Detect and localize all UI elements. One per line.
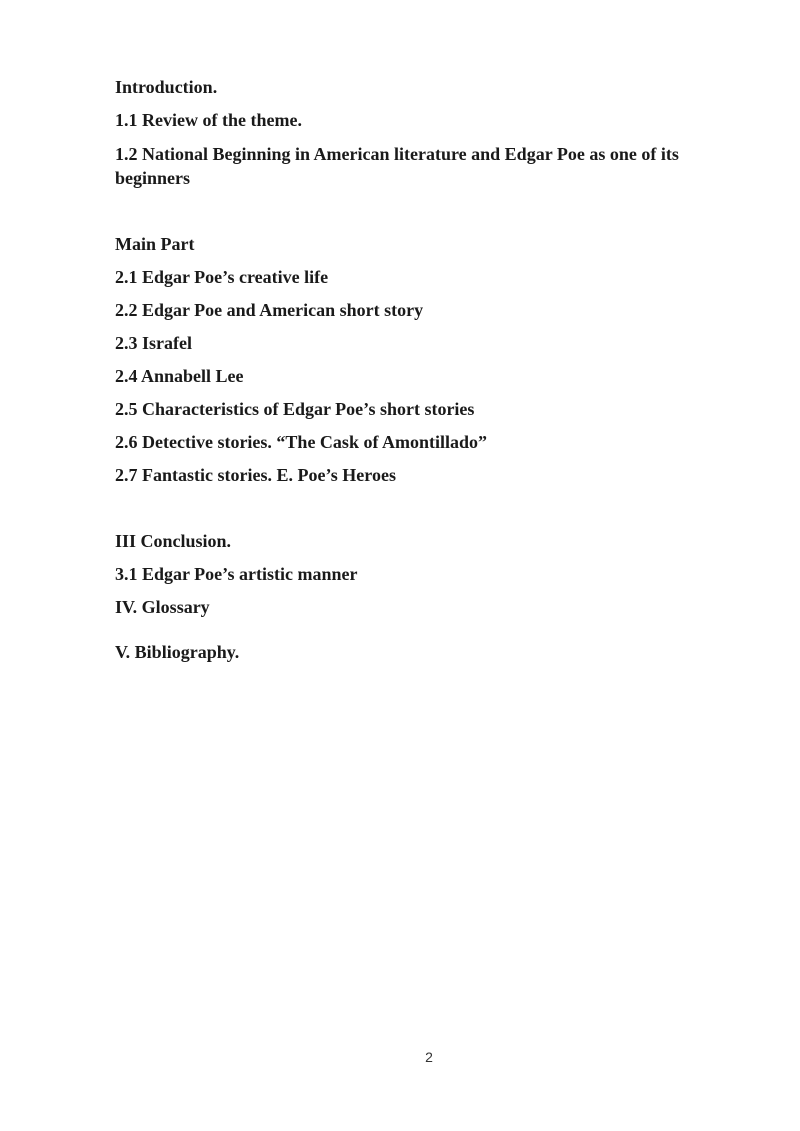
toc-item-2-4: 2.4 Annabell Lee [115, 366, 244, 386]
toc-item-3-1: 3.1 Edgar Poe’s artistic manner [115, 564, 358, 584]
toc-glossary: IV. Glossary [115, 597, 210, 617]
toc-introduction: Introduction. [115, 77, 218, 97]
toc-item-2-1: 2.1 Edgar Poe’s creative life [115, 267, 329, 287]
toc-item-1-2: 1.2 National Beginning in American literature and Edgar Poe as one of its beginners [115, 144, 679, 188]
toc-item-2-3: 2.3 Israfel [115, 333, 192, 353]
toc-item-1-1: 1.1 Review of the theme. [115, 110, 302, 130]
toc-conclusion: III Conclusion. [115, 531, 232, 551]
page-number: 2 [425, 1049, 433, 1065]
toc-item-2-5: 2.5 Characteristics of Edgar Poe’s short stories [115, 399, 475, 419]
toc-item-2-6: 2.6 Detective stories. “The Cask of Amontillado” [115, 432, 487, 452]
toc-bibliography: V. Bibliography. [115, 642, 240, 662]
toc-item-2-2: 2.2 Edgar Poe and American short story [115, 300, 424, 320]
toc-item-2-7: 2.7 Fantastic stories. E. Poe’s Heroes [115, 465, 396, 485]
toc-main-part: Main Part [115, 234, 195, 254]
